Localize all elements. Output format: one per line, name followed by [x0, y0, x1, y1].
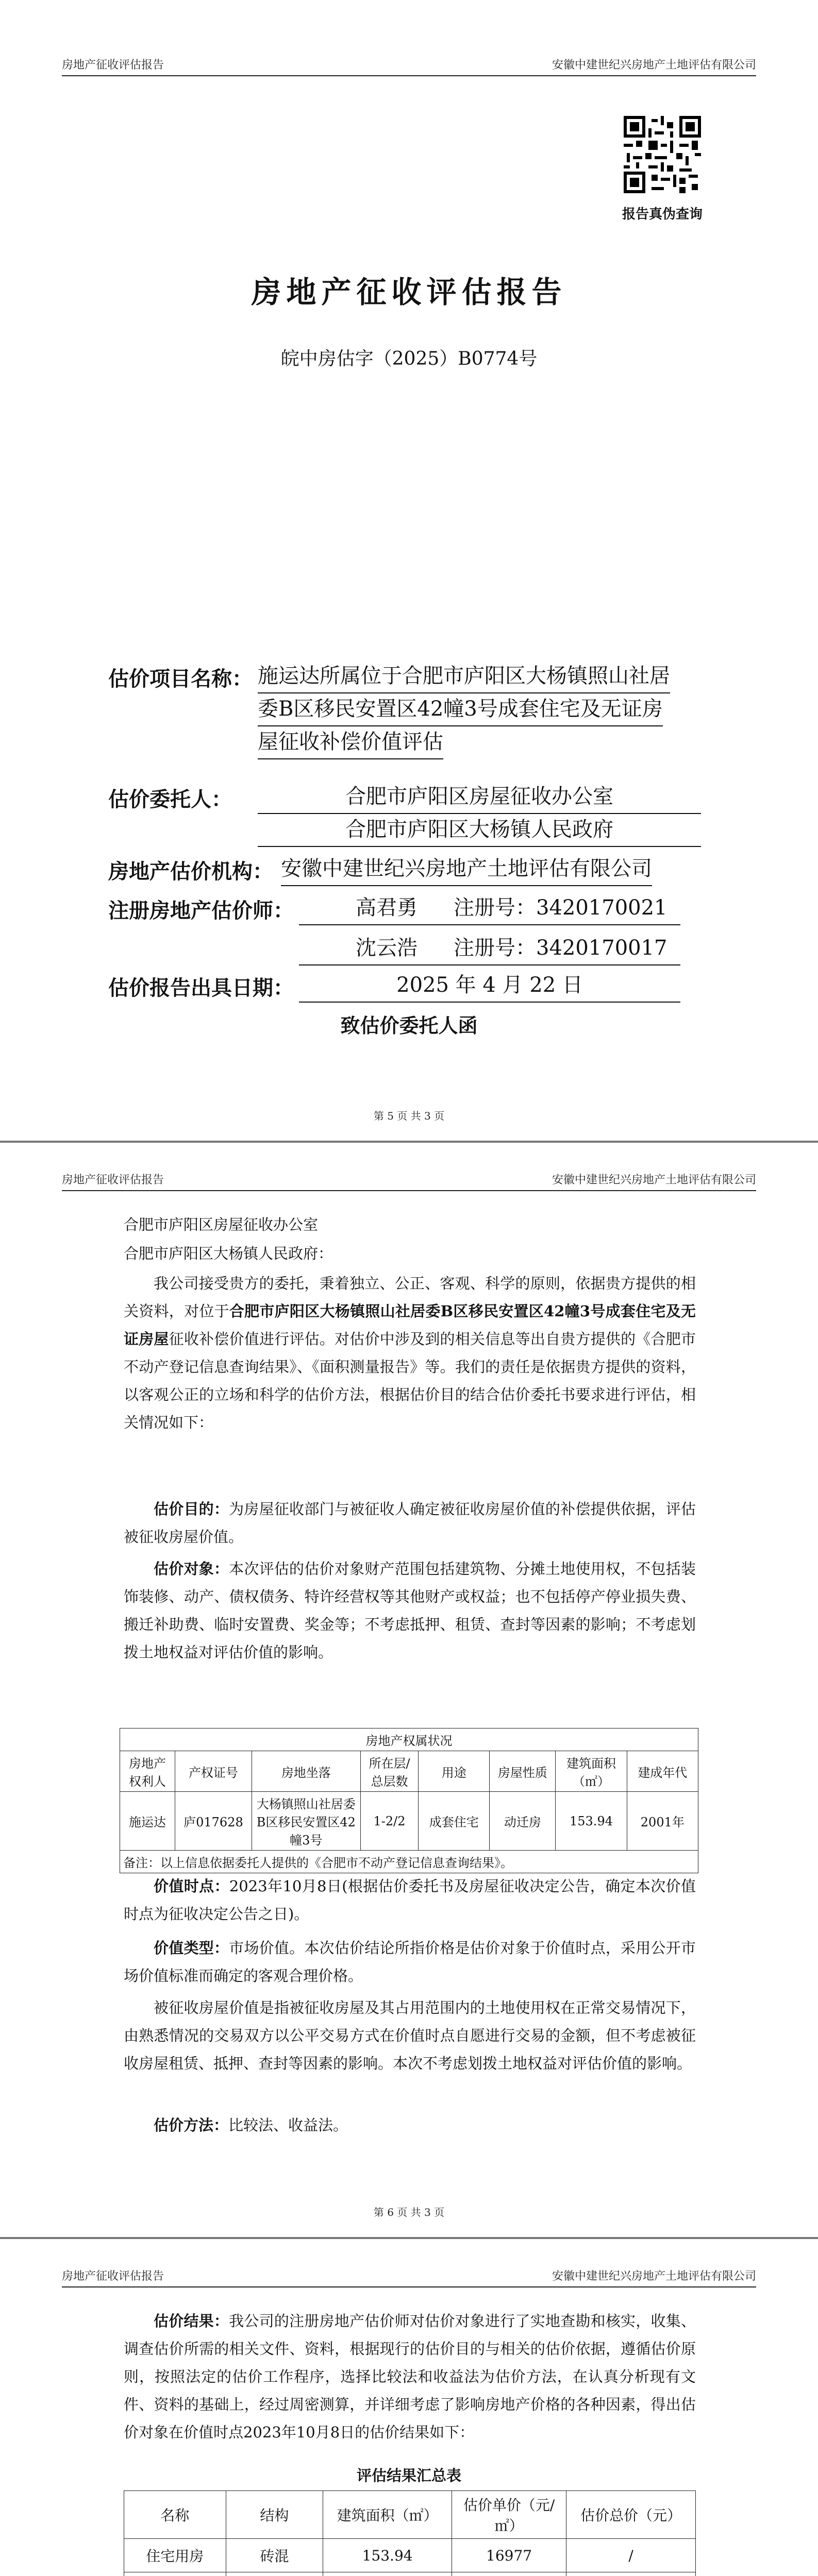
table-row — [124, 2572, 696, 2576]
table-cell: 16977 — [452, 2539, 566, 2572]
letter-title: 致估价委托人函 — [340, 1014, 478, 1037]
qr-code[interactable] — [624, 116, 701, 193]
result-paragraph: 估价结果：我公司的注册房地产估价师对估价对象进行了实地查勘和核实，收集、调查估价所需的相关文件、资料，根据现行的估价目的与相关的估价依据，遵循估价原则，按照法定的估价工作程序，选择比较法和收益法为估价方法，在认真分析现有文件、资料的基础上，经过周密测算，并详细考虑了影响房地产价格的各种因素，得出估价对象在价值时点2023年10月8日的估价结果如下： — [124, 2312, 696, 2441]
table-cell: 153.94 — [556, 1792, 627, 1851]
client-line-2: 合肥市庐阳区大杨镇人民政府 — [258, 813, 701, 847]
page-header — [62, 1172, 756, 1191]
property-address: 合肥市庐阳区大杨镇照山社居委B区移民安置区42幢3号成套住宅及无证房屋 — [124, 1302, 696, 1348]
table-cell — [452, 2572, 566, 2576]
appraiser-2 — [299, 931, 680, 965]
table-header: 建筑面积（㎡） — [556, 1751, 627, 1792]
table-cell: 庐017628 — [175, 1792, 252, 1851]
project-line-1: 施运达所属位于合肥市庐阳区大杨镇照山社居 — [258, 659, 670, 693]
table-cell: 动迁房 — [490, 1792, 556, 1851]
table-header-row — [124, 2491, 696, 2539]
table-header: 建成年代 — [627, 1751, 698, 1792]
project-line-2: 委B区移民安置区42幢3号成套住宅及无证房 — [258, 692, 663, 726]
date-label: 估价报告出具日期： — [108, 976, 294, 1000]
table-header: 结构 — [226, 2491, 323, 2539]
value-date-paragraph: 价值时点：2023年10月8日(根据估价委托书及房屋征收决定公告，确定本次价值时点为征收决定公告之日)。 — [124, 1877, 696, 1923]
table-header: 房地坐落 — [252, 1751, 360, 1792]
agency-name: 安徽中建世纪兴房地产土地评估有限公司 — [281, 852, 652, 886]
table-header: 名称 — [124, 2491, 226, 2539]
result-page — [0, 2239, 818, 2576]
header-right: 安徽中建世纪兴房地产土地评估有限公司 — [552, 59, 756, 72]
method-label: 估价方法： — [154, 2116, 229, 2134]
table-cell: 1-2/2 — [360, 1792, 418, 1851]
table-caption: 房地产权属状况 — [120, 1728, 698, 1751]
appraiser-1-name: 高君勇 — [356, 896, 418, 920]
table-header: 房地产权利人 — [120, 1751, 175, 1792]
cover-page — [0, 0, 818, 1143]
header-right: 安徽中建世纪兴房地产土地评估有限公司 — [552, 1174, 756, 1187]
table-header-row — [120, 1751, 698, 1792]
agency-label: 房地产估价机构： — [108, 859, 273, 884]
appraiser-2-name: 沈云浩 — [356, 936, 418, 960]
property-rights-table — [120, 1728, 698, 1873]
object-label: 估价对象： — [154, 1560, 229, 1578]
header-right: 安徽中建世纪兴房地产土地评估有限公司 — [552, 2270, 756, 2283]
object-paragraph: 估价对象：本次评估的估价对象财产范围包括建筑物、分摊土地使用权，不包括装饰装修、动产、债权债务、特许经营权等其他财产或权益；也不包括停产停业损失费、搬迁补助费、临时安置费、奖金等；不考虑抵押、租赁、查封等因素的影响；不考虑划拨土地权益对评估价值的影响。 — [124, 1560, 696, 1661]
table-cell — [226, 2572, 323, 2576]
appraiser-label: 注册房地产估价师： — [108, 899, 294, 923]
table-cell — [124, 2572, 226, 2576]
table-cell: 住宅用房 — [124, 2539, 226, 2572]
table-cell: 2001年 — [627, 1792, 698, 1851]
table-cell — [566, 2572, 696, 2576]
purpose-label: 估价目的： — [154, 1500, 229, 1518]
table-cell: / — [566, 2539, 696, 2572]
report-number: 皖中房估字（2025）B0774号 — [280, 348, 538, 369]
method-paragraph: 估价方法：比较法、收益法。 — [154, 2116, 348, 2134]
letter-page — [0, 1143, 818, 2239]
page-header — [62, 57, 756, 76]
table-note: 备注：以上信息依据委托人提供的《合肥市不动产登记信息查询结果》。 — [120, 1851, 698, 1873]
addressee-2: 合肥市庐阳区大杨镇人民政府： — [124, 1245, 333, 1262]
appraiser-1 — [299, 891, 680, 925]
summary-table — [124, 2490, 696, 2576]
table-header: 所在层/总层数 — [360, 1751, 418, 1792]
value-type-detail: 被征收房屋价值是指被征收房屋及其占用范围内的土地使用权在正常交易情况下，由熟悉情况的交易双方以公平交易方式在价值时点自愿进行交易的金额，但不考虑被征收房屋租赁、抵押、查封等因素的影响。本次不考虑划拨土地权益对评估价值的影响。 — [124, 1999, 696, 2072]
intro-paragraph: 我公司接受贵方的委托，秉着独立、公正、客观、科学的原则，依据贵方提供的相关资料，对位于合肥市庐阳区大杨镇照山社居委B区移民安置区42幢3号成套住宅及无证房屋征收补偿价值进行评估。对估价中涉及到的相关信息等出自贵方提供的《合肥市不动产登记信息查询结果》、《面积测量报告》等。我们的责任是依据贵方提供的资料，以客观公正的立场和科学的估价方法，根据估价目的结合估价委托书要求进行评估，相关情况如下： — [124, 1275, 696, 1431]
project-label: 估价项目名称： — [108, 667, 253, 691]
appraiser-2-reg: 注册号：3420170017 — [454, 936, 667, 960]
table-cell: 施运达 — [120, 1792, 175, 1851]
page-header — [62, 2268, 756, 2287]
table-cell: 成套住宅 — [419, 1792, 490, 1851]
table-header: 建筑面积（㎡） — [323, 2491, 452, 2539]
header-left: 房地产征收评估报告 — [62, 1174, 164, 1187]
result-label: 估价结果： — [154, 2312, 229, 2330]
table-header: 房屋性质 — [490, 1751, 556, 1792]
header-left: 房地产征收评估报告 — [62, 59, 164, 72]
value-type-label: 价值类型： — [154, 1939, 229, 1957]
value-date-label: 价值时点： — [154, 1877, 229, 1895]
page-number: 第 5 页 共 3 页 — [373, 1110, 445, 1122]
summary-table-title: 评估结果汇总表 — [356, 2467, 461, 2484]
header-left: 房地产征收评估报告 — [62, 2270, 164, 2283]
table-cell: 153.94 — [323, 2539, 452, 2572]
appraiser-1-reg: 注册号：3420170021 — [454, 896, 667, 920]
report-date: 2025 年 4 月 22 日 — [299, 969, 680, 1003]
project-line-3: 屋征收补偿价值评估 — [258, 725, 443, 759]
table-cell: 砖混 — [226, 2539, 323, 2572]
table-row — [120, 1792, 698, 1851]
client-line-1: 合肥市庐阳区房屋征收办公室 — [258, 780, 701, 814]
addressee-1: 合肥市庐阳区房屋征收办公室 — [124, 1216, 319, 1233]
value-type-paragraph: 价值类型：市场价值。本次估价结论所指价格是估价对象于价值时点，采用公开市场价值标准而确定的客观合理价格。 — [124, 1939, 696, 1985]
table-cell — [323, 2572, 452, 2576]
client-label: 估价委托人： — [108, 787, 232, 811]
table-cell: 大杨镇照山社居委B区移民安置区42幢3号 — [252, 1792, 360, 1851]
table-header: 估价单价（元/㎡） — [452, 2491, 566, 2539]
table-row — [124, 2539, 696, 2572]
table-header: 产权证号 — [175, 1751, 252, 1792]
table-header: 用途 — [419, 1751, 490, 1792]
table-header: 估价总价（元） — [566, 2491, 696, 2539]
purpose-paragraph: 估价目的：为房屋征收部门与被征收人确定被征收房屋价值的补偿提供依据，评估被征收房屋价值。 — [124, 1500, 696, 1546]
qr-caption: 报告真伪查询 — [622, 207, 703, 222]
page-number: 第 6 页 共 3 页 — [373, 2206, 445, 2218]
report-title: 房地产征收评估报告 — [251, 275, 567, 310]
